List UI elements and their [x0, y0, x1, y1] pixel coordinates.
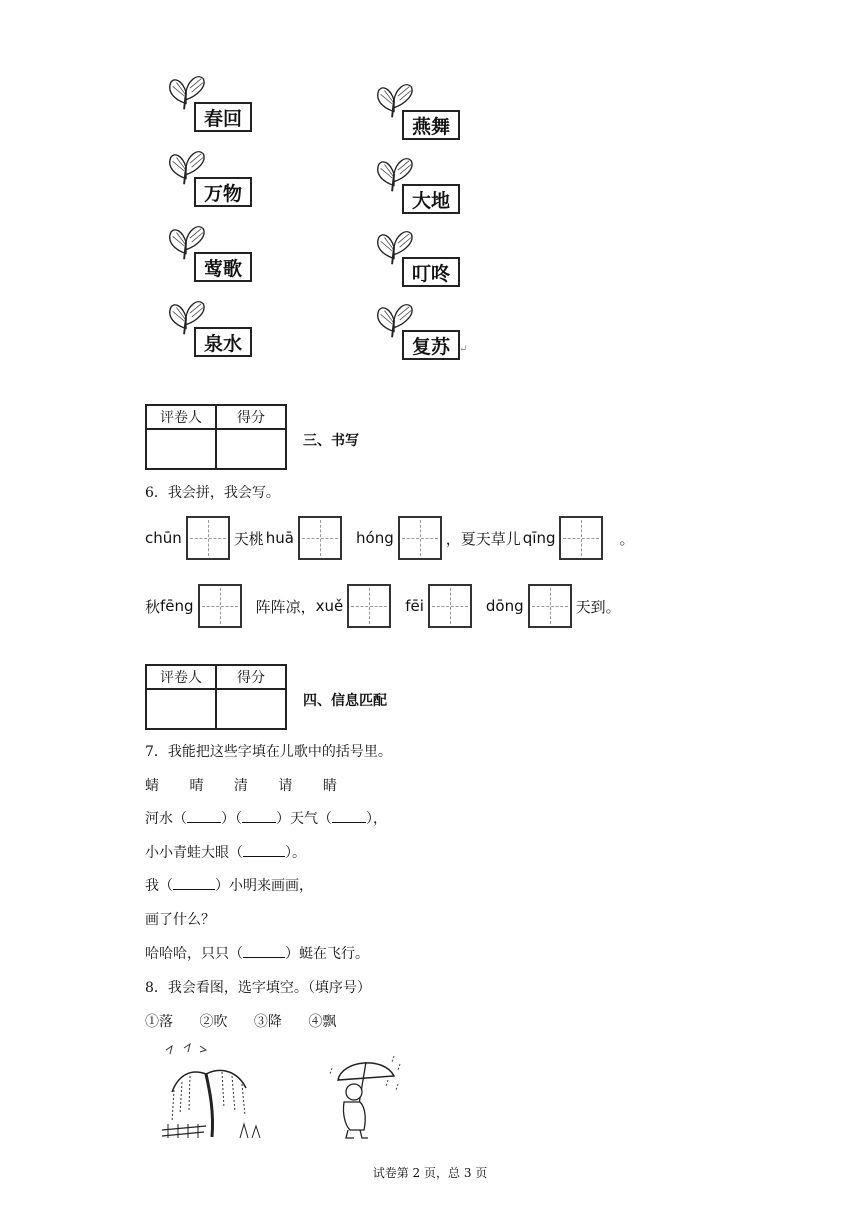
pinyin: fēi: [405, 597, 424, 615]
answer-blank[interactable]: [243, 844, 285, 857]
writing-grid[interactable]: [198, 584, 242, 628]
option: ④飘: [308, 1014, 337, 1030]
poem-line-4: 画了什么？: [145, 912, 215, 928]
poem-line-2: [145, 842, 306, 862]
writing-grid[interactable]: [347, 584, 391, 628]
return-mark-icon: ↵: [459, 344, 468, 355]
poem-text: 哈哈哈，只只（: [145, 946, 243, 962]
text: 天到。: [575, 597, 621, 616]
answer-blank[interactable]: [242, 810, 276, 823]
poem-text: ）（: [221, 811, 242, 827]
question-7: 7．我能把这些字填在儿歌中的括号里。: [145, 744, 392, 760]
pinyin: huā: [265, 529, 295, 547]
char-option: 晴: [189, 778, 204, 794]
poem-line-3: [145, 875, 313, 895]
score-header: 得分: [216, 405, 286, 429]
char-option: 清: [233, 778, 248, 794]
reviewer-header: 评卷人: [146, 665, 216, 689]
text: 秋: [145, 597, 161, 616]
char-option: 蜻: [145, 778, 159, 794]
writing-grid[interactable]: [298, 516, 342, 560]
score-cell[interactable]: [216, 689, 286, 729]
char-option: 请: [278, 778, 293, 794]
reviewer-cell[interactable]: [146, 689, 216, 729]
pinyin: xuě: [315, 597, 344, 615]
writing-grid[interactable]: [398, 516, 442, 560]
pinyin: chūn: [145, 529, 182, 547]
poem-text: ）小明来画画，: [215, 878, 313, 894]
section-title: 三、书写: [303, 433, 359, 449]
poem-text: 小小青蛙大眼（: [145, 845, 243, 861]
word-card: 莺歌: [194, 252, 252, 282]
word-card: 叮咚: [402, 257, 460, 287]
option: ②吹: [199, 1014, 228, 1030]
writing-grid[interactable]: [559, 516, 603, 560]
poem-text: 我（: [145, 878, 173, 894]
answer-blank[interactable]: [332, 810, 366, 823]
poem-text: ），: [366, 811, 387, 827]
poem-line-5: [145, 943, 369, 963]
word-card: 复苏: [402, 330, 460, 360]
text: 天桃: [233, 529, 264, 548]
text: 。: [619, 529, 635, 548]
writing-grid[interactable]: [186, 516, 230, 560]
score-header: 得分: [216, 665, 286, 689]
word-card: 春回: [194, 102, 252, 132]
pinyin: dōng: [485, 597, 524, 615]
word-card: 燕舞: [402, 110, 460, 140]
child-umbrella-illustration: [328, 1050, 408, 1142]
score-table: [145, 404, 287, 470]
option: ①落: [145, 1014, 173, 1030]
poem-text: 河水（: [145, 811, 187, 827]
poem-text: ）。: [285, 845, 306, 861]
reviewer-cell[interactable]: [146, 429, 216, 469]
score-cell[interactable]: [216, 429, 286, 469]
poem-line-1: [145, 808, 387, 828]
word-card: 万物: [194, 177, 252, 207]
pinyin: qīng: [522, 529, 556, 547]
writing-grid[interactable]: [528, 584, 572, 628]
willow-tree-illustration: [160, 1042, 270, 1142]
number-options: [145, 1011, 336, 1031]
answer-blank[interactable]: [187, 810, 221, 823]
reviewer-header: 评卷人: [146, 405, 216, 429]
page-footer: 试卷第 2 页，总 3 页: [372, 1166, 488, 1180]
char-option: 睛: [322, 778, 337, 794]
word-card: 泉水: [194, 327, 252, 357]
question-8: 8．我会看图，选字填空。（填序号）: [145, 980, 371, 996]
section-title: 四、信息匹配: [303, 693, 387, 709]
answer-blank[interactable]: [243, 945, 285, 958]
text: ，夏天草儿: [445, 529, 521, 548]
score-table: [145, 664, 287, 730]
option: ③降: [253, 1014, 282, 1030]
writing-grid[interactable]: [428, 584, 472, 628]
poem-text: ）蜓在飞行。: [285, 946, 369, 962]
text: 阵阵凉，: [255, 597, 316, 616]
word-card: 大地: [402, 184, 460, 214]
pinyin: fēng: [160, 597, 194, 615]
pinyin: hóng: [356, 529, 394, 547]
poem-text: ）天气（: [276, 811, 332, 827]
char-options: [145, 775, 337, 795]
pinyin-line-2: [145, 584, 621, 628]
question-6: 6．我会拼，我会写。: [145, 485, 280, 501]
answer-blank[interactable]: [173, 877, 215, 890]
pinyin-line-1: [145, 516, 634, 560]
